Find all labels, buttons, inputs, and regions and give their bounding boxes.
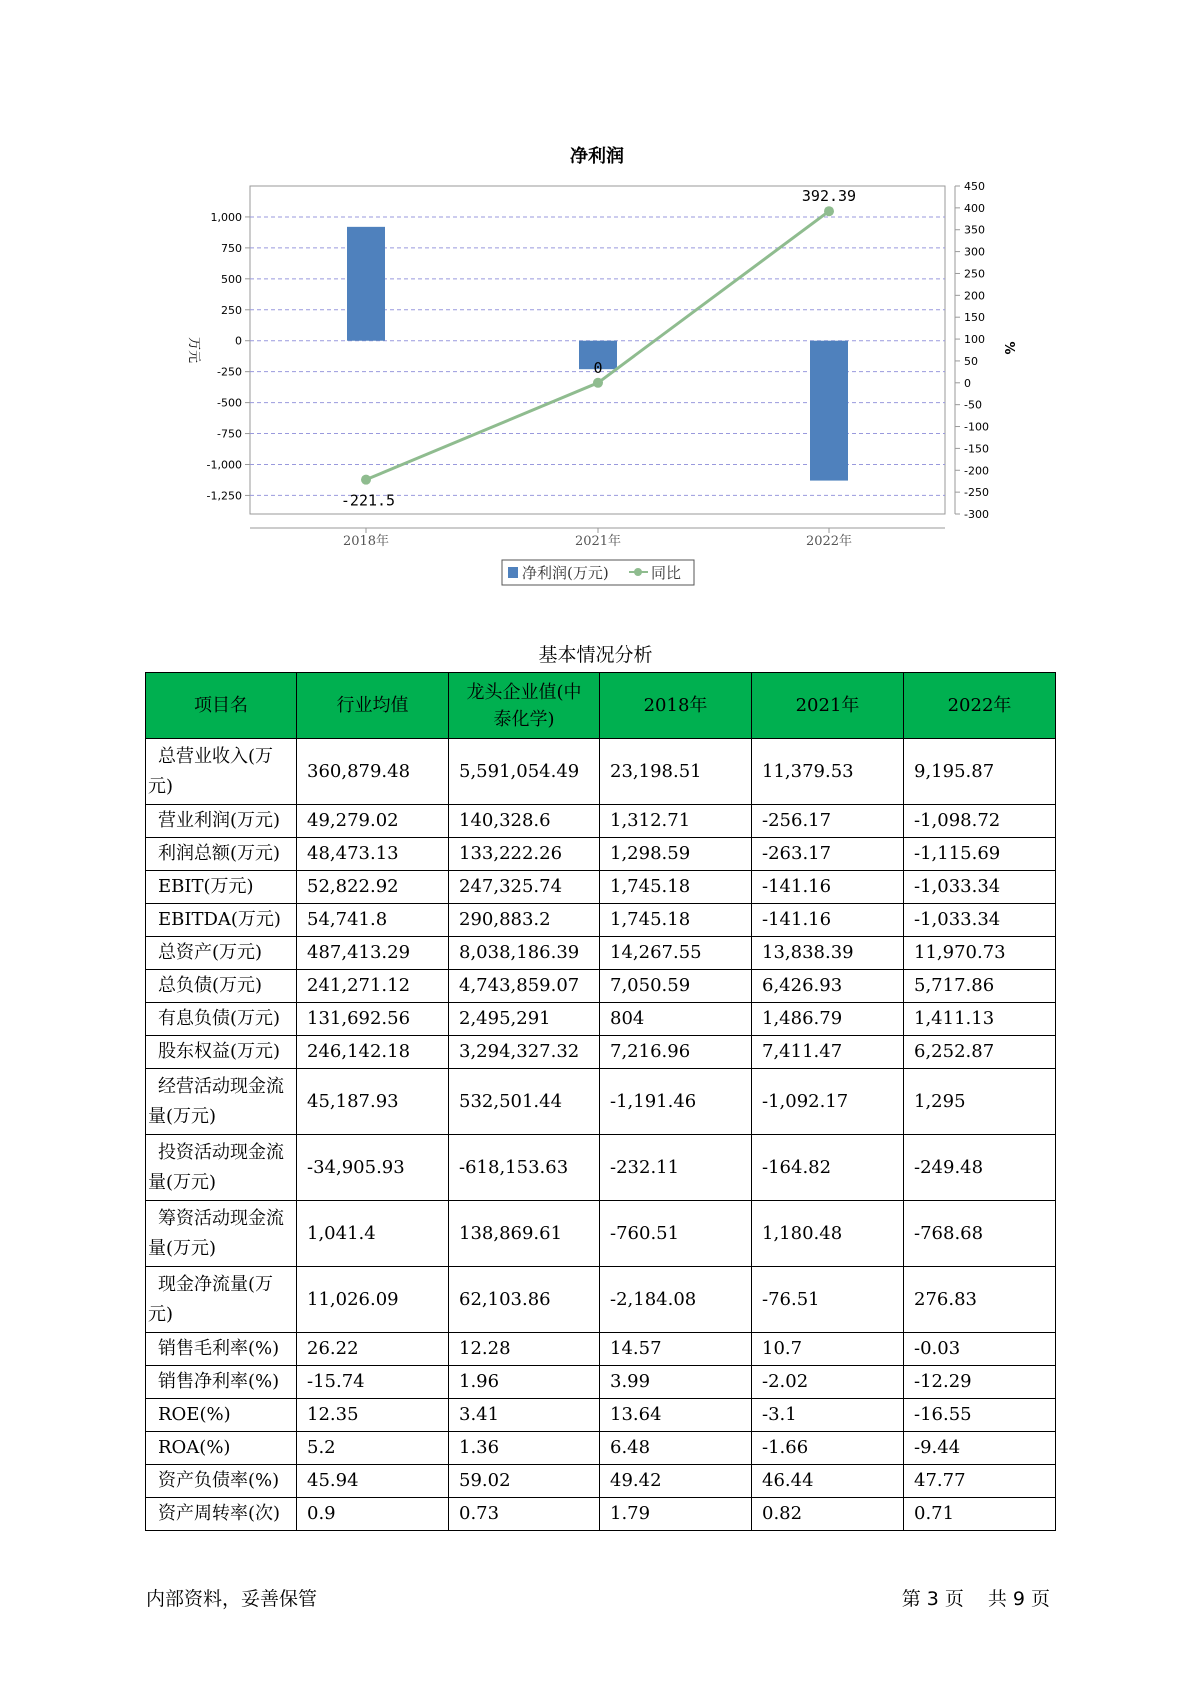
y-right-tick-label: -100: [964, 420, 989, 434]
table-cell: 241,271.12: [297, 970, 449, 1003]
row-label: 总营业收入(万元): [146, 739, 297, 805]
yoy-data-label: 392.39: [801, 187, 857, 206]
chart-legend: [502, 560, 694, 585]
legend-bar-swatch: [508, 567, 518, 578]
page-prefix: 第: [901, 1588, 921, 1610]
y-left-tick-label: 0: [235, 334, 242, 348]
row-label: 筹资活动现金流量(万元): [146, 1201, 297, 1267]
table-cell: 52,822.92: [297, 871, 449, 904]
bar-net-profit: [347, 227, 385, 341]
table-cell: 7,216.96: [600, 1036, 752, 1069]
y-right-tick-label: -250: [964, 486, 989, 500]
table-cell: 4,743,859.07: [449, 970, 600, 1003]
y-right-tick-label: 200: [964, 289, 985, 303]
y-left-tick-label: -1,250: [206, 489, 242, 503]
header-cell: 2022年: [904, 673, 1056, 739]
table-row: [146, 937, 1056, 970]
row-label: 现金净流量(万元): [146, 1267, 297, 1333]
table-cell: 1,745.18: [600, 904, 752, 937]
legend-yoy: 同比: [651, 564, 682, 582]
table-cell: 11,970.73: [904, 937, 1056, 970]
table-cell: 1,298.59: [600, 838, 752, 871]
footer-page-info: [896, 1584, 1050, 1611]
y-right-tick-label: 250: [964, 267, 985, 281]
table-row: [146, 838, 1056, 871]
row-label: 有息负债(万元): [146, 1003, 297, 1036]
row-label: EBITDA(万元): [146, 904, 297, 937]
header-cell: 2021年: [752, 673, 904, 739]
table-cell: -9.44: [904, 1432, 1056, 1465]
table-cell: -34,905.93: [297, 1135, 449, 1201]
y-axis-left-label: 万元: [186, 336, 201, 364]
table-cell: 6.48: [600, 1432, 752, 1465]
table-row: [146, 739, 1056, 805]
table-cell: 0.71: [904, 1498, 1056, 1531]
row-label: 股东权益(万元): [146, 1036, 297, 1069]
table-cell: -2,184.08: [600, 1267, 752, 1333]
table-cell: 14,267.55: [600, 937, 752, 970]
table-row: [146, 904, 1056, 937]
table-cell: 5,591,054.49: [449, 739, 600, 805]
table-cell: 7,411.47: [752, 1036, 904, 1069]
yoy-point: [824, 206, 834, 216]
table-cell: -232.11: [600, 1135, 752, 1201]
y-axis-right-label: %: [1001, 341, 1016, 355]
net-profit-chart: [0, 0, 1191, 600]
table-row: [146, 1069, 1056, 1135]
table-cell: -256.17: [752, 805, 904, 838]
table-cell: 49,279.02: [297, 805, 449, 838]
table-cell: -12.29: [904, 1366, 1056, 1399]
table-cell: 8,038,186.39: [449, 937, 600, 970]
table-cell: 290,883.2: [449, 904, 600, 937]
legend-net-profit: 净利润(万元): [522, 564, 609, 582]
table-cell: 54,741.8: [297, 904, 449, 937]
table-cell: -16.55: [904, 1399, 1056, 1432]
row-label: 资产周转率(次): [146, 1498, 297, 1531]
table-cell: 49.42: [600, 1465, 752, 1498]
row-label: 经营活动现金流量(万元): [146, 1069, 297, 1135]
row-label: 销售净利率(%): [146, 1366, 297, 1399]
table-row: [146, 970, 1056, 1003]
page-number: 3: [926, 1588, 939, 1610]
y-left-tick-label: -250: [217, 365, 242, 379]
table-row: [146, 1036, 1056, 1069]
y-left-tick-label: -750: [217, 427, 242, 441]
table-cell: -76.51: [752, 1267, 904, 1333]
row-label: 销售毛利率(%): [146, 1333, 297, 1366]
table-cell: 23,198.51: [600, 739, 752, 805]
row-label: ROA(%): [146, 1432, 297, 1465]
table-cell: 0.82: [752, 1498, 904, 1531]
table-cell: 26.22: [297, 1333, 449, 1366]
y-right-tick-label: 300: [964, 245, 985, 259]
y-left-tick-label: -500: [217, 396, 242, 410]
y-right-tick-label: 100: [964, 333, 985, 347]
table-cell: -0.03: [904, 1333, 1056, 1366]
table-cell: 46.44: [752, 1465, 904, 1498]
table-cell: 0.73: [449, 1498, 600, 1531]
table-cell: 1,486.79: [752, 1003, 904, 1036]
table-cell: 131,692.56: [297, 1003, 449, 1036]
table-row: [146, 1333, 1056, 1366]
table-cell: -760.51: [600, 1201, 752, 1267]
yoy-point: [361, 475, 371, 485]
y-right-tick-label: -50: [964, 398, 982, 412]
header-cell: 龙头企业值(中泰化学): [449, 673, 600, 739]
table-cell: 1,312.71: [600, 805, 752, 838]
total-suffix: 页: [1030, 1588, 1050, 1610]
header-cell: 项目名: [146, 673, 297, 739]
table-title: 基本情况分析: [538, 644, 653, 666]
table-cell: 1.79: [600, 1498, 752, 1531]
table-cell: 532,501.44: [449, 1069, 600, 1135]
table-cell: 9,195.87: [904, 739, 1056, 805]
table-cell: 138,869.61: [449, 1201, 600, 1267]
table-cell: 11,026.09: [297, 1267, 449, 1333]
table-row: [146, 1201, 1056, 1267]
table-cell: 360,879.48: [297, 739, 449, 805]
basic-analysis-table: [145, 672, 1056, 1531]
table-cell: -263.17: [752, 838, 904, 871]
table-row: [146, 805, 1056, 838]
table-cell: 487,413.29: [297, 937, 449, 970]
table-cell: -1,092.17: [752, 1069, 904, 1135]
table-row: [146, 1366, 1056, 1399]
table-cell: 13.64: [600, 1399, 752, 1432]
header-cell: 行业均值: [297, 673, 449, 739]
row-label: 总负债(万元): [146, 970, 297, 1003]
table-cell: 1.36: [449, 1432, 600, 1465]
table-row: [146, 871, 1056, 904]
table-cell: 47.77: [904, 1465, 1056, 1498]
table-cell: 45,187.93: [297, 1069, 449, 1135]
table-cell: -15.74: [297, 1366, 449, 1399]
table-cell: -249.48: [904, 1135, 1056, 1201]
table-cell: 12.28: [449, 1333, 600, 1366]
y-right-tick-label: 350: [964, 223, 985, 237]
y-right-tick-label: -150: [964, 442, 989, 456]
table-cell: 7,050.59: [600, 970, 752, 1003]
table-cell: 804: [600, 1003, 752, 1036]
table-cell: -1,115.69: [904, 838, 1056, 871]
table-cell: 48,473.13: [297, 838, 449, 871]
row-label: EBIT(万元): [146, 871, 297, 904]
table-cell: -2.02: [752, 1366, 904, 1399]
chart-title: 净利润: [570, 146, 624, 167]
table-cell: 6,252.87: [904, 1036, 1056, 1069]
y-right-tick-label: -300: [964, 508, 989, 521]
x-tick-label: 2021年: [574, 534, 622, 549]
table-cell: 12.35: [297, 1399, 449, 1432]
table-cell: 45.94: [297, 1465, 449, 1498]
table-cell: 5.2: [297, 1432, 449, 1465]
table-header-row: [146, 673, 1056, 739]
table-cell: 1,745.18: [600, 871, 752, 904]
yoy-point: [593, 378, 603, 388]
legend-line-swatch: [634, 568, 642, 576]
table-row: [146, 1498, 1056, 1531]
total-pages: 9: [1012, 1588, 1025, 1610]
table-cell: 3.41: [449, 1399, 600, 1432]
header-cell: 2018年: [600, 673, 752, 739]
table-cell: 276.83: [904, 1267, 1056, 1333]
table-cell: 1,180.48: [752, 1201, 904, 1267]
y-left-tick-label: -1,000: [206, 458, 242, 472]
table-cell: 1.96: [449, 1366, 600, 1399]
table-cell: -141.16: [752, 904, 904, 937]
table-row: [146, 1432, 1056, 1465]
y-right-tick-label: 150: [964, 311, 985, 325]
table-cell: 6,426.93: [752, 970, 904, 1003]
table-cell: 5,717.86: [904, 970, 1056, 1003]
x-tick-label: 2022年: [805, 534, 853, 549]
table-cell: -3.1: [752, 1399, 904, 1432]
page-suffix: 页: [944, 1588, 964, 1610]
table-cell: -1,098.72: [904, 805, 1056, 838]
table-cell: 3,294,327.32: [449, 1036, 600, 1069]
table-cell: 11,379.53: [752, 739, 904, 805]
table-cell: -768.68: [904, 1201, 1056, 1267]
table-cell: 3.99: [600, 1366, 752, 1399]
table-row: [146, 1003, 1056, 1036]
table-row: [146, 1135, 1056, 1201]
y-right-tick-label: 450: [964, 180, 985, 193]
table-cell: -1,191.46: [600, 1069, 752, 1135]
table-cell: 62,103.86: [449, 1267, 600, 1333]
yoy-data-label: 0: [593, 358, 603, 377]
y-left-tick-label: 250: [221, 303, 242, 317]
y-right-tick-label: 50: [964, 354, 978, 368]
row-label: ROE(%): [146, 1399, 297, 1432]
table-cell: -1.66: [752, 1432, 904, 1465]
table-cell: 10.7: [752, 1333, 904, 1366]
table-cell: 59.02: [449, 1465, 600, 1498]
y-right-tick-label: 400: [964, 201, 985, 215]
row-label: 总资产(万元): [146, 937, 297, 970]
row-label: 投资活动现金流量(万元): [146, 1135, 297, 1201]
table-cell: 1,295: [904, 1069, 1056, 1135]
row-label: 营业利润(万元): [146, 805, 297, 838]
table-cell: 2,495,291: [449, 1003, 600, 1036]
table-cell: 0.9: [297, 1498, 449, 1531]
y-left-tick-label: 500: [221, 272, 242, 286]
y-right-tick-label: -200: [964, 464, 989, 478]
table-cell: -1,033.34: [904, 904, 1056, 937]
table-cell: 1,041.4: [297, 1201, 449, 1267]
y-left-tick-label: 1,000: [210, 210, 242, 224]
y-left-tick-label: 750: [221, 241, 242, 255]
table-cell: 14.57: [600, 1333, 752, 1366]
table-cell: 1,411.13: [904, 1003, 1056, 1036]
yoy-data-label: -221.5: [340, 491, 396, 510]
table-row: [146, 1399, 1056, 1432]
footer-confidential: 内部资料，妥善保管: [146, 1588, 318, 1610]
table-cell: -1,033.34: [904, 871, 1056, 904]
row-label: 利润总额(万元): [146, 838, 297, 871]
table-cell: 247,325.74: [449, 871, 600, 904]
table-cell: 140,328.6: [449, 805, 600, 838]
total-prefix: 共: [987, 1588, 1007, 1610]
table-cell: 133,222.26: [449, 838, 600, 871]
table-cell: -618,153.63: [449, 1135, 600, 1201]
table-row: [146, 1465, 1056, 1498]
table-row: [146, 1267, 1056, 1333]
y-right-tick-label: 0: [964, 376, 971, 390]
row-label: 资产负债率(%): [146, 1465, 297, 1498]
table-cell: -164.82: [752, 1135, 904, 1201]
x-tick-label: 2018年: [342, 534, 390, 549]
table-cell: 13,838.39: [752, 937, 904, 970]
table-cell: -141.16: [752, 871, 904, 904]
bar-net-profit: [810, 341, 848, 481]
table-cell: 246,142.18: [297, 1036, 449, 1069]
